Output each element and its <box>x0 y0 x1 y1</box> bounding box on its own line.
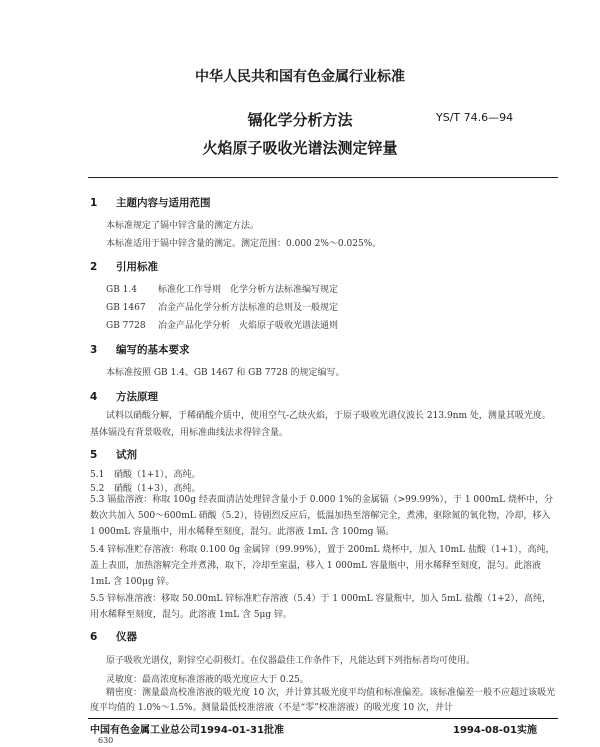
document-title-line2: 火焰原子吸收光谱法测定锌量 <box>202 139 398 157</box>
reagent-item <box>90 467 201 480</box>
section-number: 6 <box>90 631 98 643</box>
item-text: 硝酸（1+3），高纯。 <box>114 484 201 494</box>
item-text: 镉盐溶液：称取 100g 经表面清洁处理锌含量小于 0.000 1%的金属镉（>99.99%），于 1 000mL 烧杯中，分数次共加入 500～600mL 硝酸（5.2），待剧烈反应后，低温加热至溶解完全，煮沸，驱除氮的氧化物，冷却，移入 1 000mL 容量瓶中，用水稀释至刻度，混匀。此溶液 1mL 含 100mg 镉。 <box>90 495 553 537</box>
item-number: 5.4 <box>90 545 105 555</box>
reference-code: GB 7728 <box>106 321 146 331</box>
paragraph: 本标准按照 GB 1.4、GB 1467 和 GB 7728 的规定编写。 <box>106 368 345 378</box>
item-text: 硝酸（1+1），高纯。 <box>114 470 201 480</box>
standard-number: YS/T 74.6—94 <box>436 111 514 124</box>
reference-title: 冶金产品化学分析 火焰原子吸收光谱法通则 <box>158 321 339 331</box>
industry-standard-heading: 中华人民共和国有色金属行业标准 <box>195 69 405 85</box>
section-5-heading <box>90 447 137 462</box>
paragraph: 原子吸收光谱仪，附锌空心阴极灯。在仪器最佳工作条件下，凡能达到下列指标者均可使用。 <box>106 656 476 666</box>
section-number: 1 <box>90 197 98 209</box>
approval-info: 中国有色金属工业总公司1994-01-31批准 <box>90 725 284 736</box>
paragraph: 灵敏度：最高浓度标准溶液的吸光度应大于 0.25。 <box>106 675 309 685</box>
section-3-heading <box>90 342 190 357</box>
footer-divider <box>88 718 558 719</box>
item-number: 5.1 <box>90 470 105 480</box>
item-number: 5.2 <box>90 484 105 494</box>
reagent-item <box>90 542 558 590</box>
section-4-heading <box>90 389 158 404</box>
section-number: 5 <box>90 449 98 461</box>
paragraph: 本标准规定了镉中锌含量的测定方法。 <box>106 221 260 231</box>
reference-item <box>106 282 338 295</box>
item-text: 锌标准溶液：移取 50.00mL 锌标准贮存溶液（5.4）于 1 000mL 容量瓶中，加入 5mL 盐酸（1+2），高纯，用水稀释至刻度，混匀。此溶液 1mL 含 5μg 锌。 <box>90 594 551 620</box>
section-6-heading <box>90 629 137 644</box>
section-title: 编写的基本要求 <box>116 344 190 356</box>
section-2-heading <box>90 259 158 274</box>
section-title: 仪器 <box>116 631 137 643</box>
paragraph: 试料以硝酸分解，于稀硝酸介质中，使用空气-乙炔火焰，于原子吸收光谱仪波长 213.9nm 处，测量其吸光度。基体镉没有背景吸收，用标准曲线法求得锌含量。 <box>90 411 551 438</box>
item-number: 5.3 <box>90 495 105 505</box>
section-title: 引用标准 <box>116 261 158 273</box>
document-title-line1: 镉化学分析方法 <box>247 111 353 129</box>
section-title: 主题内容与适用范围 <box>116 197 211 209</box>
section-number: 3 <box>90 344 98 356</box>
reference-code: GB 1467 <box>106 303 146 313</box>
header-divider <box>88 177 558 178</box>
paragraph: 精密度：测量最高校准溶液的吸光度 10 次，并计算其吸光度平均值和标准偏差。该标准偏差一般不应超过该吸光度平均值的 1.0%～1.5%。测量最低校准溶液（不是“零”校准溶液）的吸光度 10 次，并计 <box>90 688 556 713</box>
item-number: 5.5 <box>90 594 105 604</box>
item-text: 锌标准贮存溶液：称取 0.100 0g 金属锌（99.99%），置于 200mL 烧杯中，加入 10mL 盐酸（1+1），高纯，盖上表皿，加热溶解完全并煮沸，取下，冷却至室温，移入 1 000mL 容量瓶中，用水稀释至刻度，混匀。此溶液 1mL 含 100μg 锌。 <box>90 545 555 587</box>
section-title: 试剂 <box>116 449 137 461</box>
section-number: 2 <box>90 261 98 273</box>
reference-code: GB 1.4 <box>106 285 137 295</box>
implementation-date: 1994-08-01实施 <box>453 725 537 736</box>
reference-title: 冶金产品化学分析方法标准的总则及一般规定 <box>158 303 339 313</box>
reference-item <box>106 300 338 313</box>
reagent-item <box>90 492 558 540</box>
section-number: 4 <box>90 391 98 403</box>
page-number: 630 <box>98 736 114 745</box>
section-1-heading <box>90 195 211 210</box>
reference-item <box>106 318 338 331</box>
section-title: 方法原理 <box>116 391 158 403</box>
reagent-item <box>90 591 558 623</box>
reference-title: 标准化工作导则 化学分析方法标准编写规定 <box>158 285 339 295</box>
paragraph: 本标准适用于镉中锌含量的测定。测定范围：0.000 2%～0.025%。 <box>106 239 382 249</box>
